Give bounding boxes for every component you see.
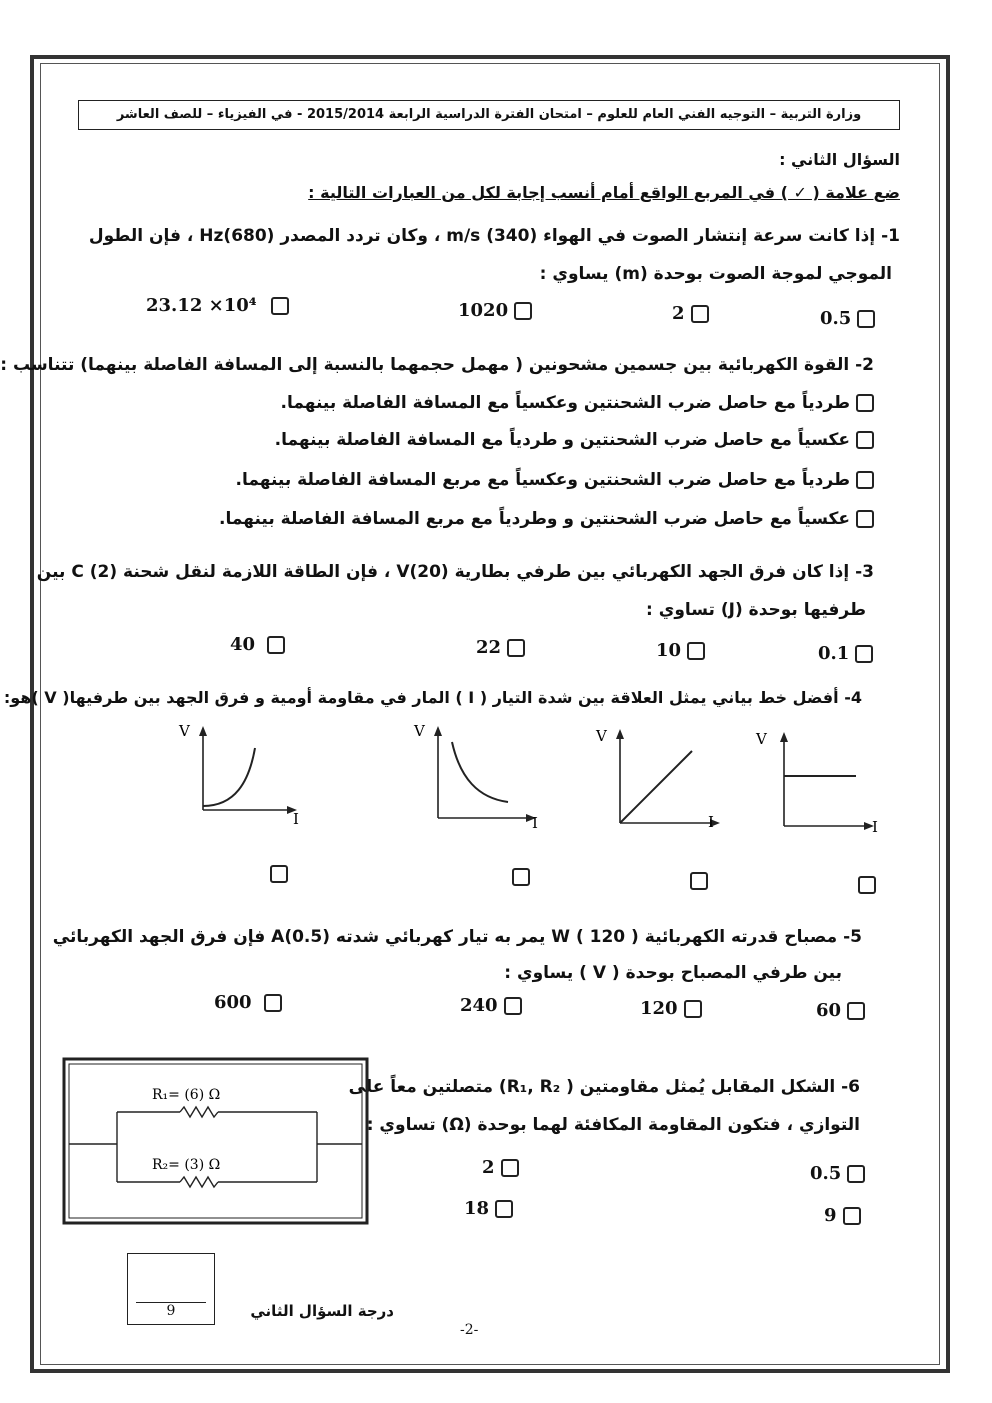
score-box — [127, 1253, 215, 1325]
checkbox-icon[interactable] — [855, 645, 873, 663]
q1-option-1[interactable]: 0.5 — [820, 308, 875, 329]
score-label: درجة السؤال الثاني — [250, 1302, 394, 1320]
q4-graph-c — [592, 725, 732, 839]
axis-i-label: I — [532, 814, 538, 832]
q4-option-a[interactable] — [852, 874, 876, 894]
q6-text-line1: 6- الشكل المقابل يُمثل مقاومتين ( R₁, R₂) متصلتين معاً على — [348, 1077, 860, 1097]
q2-option-1[interactable]: طردياً مع حاصل ضرب الشحنتين وعكسياً مع المسافة الفاصلة بينهما. — [281, 393, 874, 413]
parallel-circuit-diagram — [62, 1057, 372, 1231]
checkbox-icon[interactable] — [504, 997, 522, 1015]
q3-text-line2: طرفيها بوحدة (J) تساوي : — [646, 600, 866, 620]
q5-option-4[interactable]: 600 — [214, 992, 282, 1013]
q2-option-2[interactable]: عكسياً مع حاصل ضرب الشحنتين و طردياً مع المسافة الفاصلة بينهما. — [275, 430, 874, 450]
r1-label: R₁= (6) Ω — [152, 1087, 221, 1103]
q6-option-4[interactable]: 18 — [464, 1198, 513, 1219]
axis-v-label: V — [414, 722, 425, 740]
q4-graph-b — [408, 722, 548, 836]
axis-i-label: I — [872, 818, 878, 836]
checkbox-icon[interactable] — [843, 1207, 861, 1225]
r2-label: R₂= (3) Ω — [152, 1157, 221, 1173]
q1-option-3[interactable]: 1020 — [458, 300, 532, 321]
exam-header: وزارة التربية – التوجيه الفني العام للعلوم – امتحان الفترة الدراسية الرابعة 2015/2014 - في الفيزياء – للصف العاشر — [78, 100, 900, 130]
checkbox-icon[interactable] — [514, 302, 532, 320]
q2-option-3[interactable]: طردياً مع حاصل ضرب الشحنتين وعكسياً مع مربع المسافة الفاصلة بينهما. — [236, 470, 874, 490]
q3-option-4[interactable]: 40 — [230, 634, 285, 655]
checkbox-icon[interactable] — [267, 636, 285, 654]
checkbox-icon[interactable] — [687, 642, 705, 660]
checkbox-icon[interactable] — [856, 394, 874, 412]
q5-option-1[interactable]: 60 — [816, 1000, 865, 1021]
axis-v-label: V — [596, 727, 607, 745]
checkbox-icon[interactable] — [858, 876, 876, 894]
q2-option-4[interactable]: عكسياً مع حاصل ضرب الشحنتين و وطردياً مع مربع المسافة الفاصلة بينهما. — [219, 509, 874, 529]
q6-option-3[interactable]: 9 — [824, 1205, 861, 1226]
q3-option-1[interactable]: 0.1 — [818, 643, 873, 664]
instruction: ضع علامة ( ✓ ) في المربع الواقع أمام أنسب إجابة لكل من العبارات التالية : — [308, 183, 900, 202]
q4-option-d[interactable] — [264, 863, 288, 883]
axis-i-label: I — [708, 813, 714, 831]
q4-graph-d — [752, 728, 887, 842]
q2-text: 2- القوة الكهربائية بين جسمين مشحونين ( مهمل حجمهما بالنسبة إلى المسافة الفاصلة بينهما) تتناسب : — [0, 355, 874, 375]
q3-option-2[interactable]: 10 — [656, 640, 705, 661]
checkbox-icon[interactable] — [690, 872, 708, 890]
q3-option-3[interactable]: 22 — [476, 637, 525, 658]
checkbox-icon[interactable] — [847, 1165, 865, 1183]
checkbox-icon[interactable] — [857, 310, 875, 328]
checkbox-icon[interactable] — [856, 431, 874, 449]
q6-option-1[interactable]: 0.5 — [810, 1163, 865, 1184]
q5-text-line1: 5- مصباح قدرته الكهربائية W ( 120 ) يمر به تيار كهربائي شدته A(0.5) فإن فرق الجهد الكهربائي — [52, 927, 862, 947]
axis-v-label: V — [756, 730, 767, 748]
q1-text-line2: الموجي لموجة الصوت بوحدة (m) يساوي : — [539, 264, 892, 284]
checkbox-icon[interactable] — [856, 471, 874, 489]
q4-option-c[interactable] — [506, 866, 530, 886]
checkbox-icon[interactable] — [495, 1200, 513, 1218]
checkbox-icon[interactable] — [270, 865, 288, 883]
q1-text-line1: 1- إذا كانت سرعة إنتشار الصوت في الهواء m/s (340) ، وكان تردد المصدر Hz(680) ، فإن الطول — [88, 226, 900, 246]
q3-text-line1: 3- إذا كان فرق الجهد الكهربائي بين طرفي بطارية V(20) ، فإن الطاقة اللازمة لنقل شحنة C (2) بين — [36, 562, 874, 582]
checkbox-icon[interactable] — [684, 1000, 702, 1018]
page-number: -2- — [460, 1322, 479, 1338]
checkbox-icon[interactable] — [264, 994, 282, 1012]
q4-text: 4- أفضل خط بياني يمثل العلاقة بين شدة التيار ( I ) المار في مقاومة أومية و فرق الجهد بين طرفيها( V )هو: — [3, 688, 862, 707]
q6-option-2[interactable]: 2 — [482, 1157, 519, 1178]
checkbox-icon[interactable] — [856, 510, 874, 528]
q1-option-4[interactable]: 23.12 ×10⁴ — [146, 295, 289, 316]
checkbox-icon[interactable] — [847, 1002, 865, 1020]
q4-graph-a — [175, 722, 305, 836]
q5-text-line2: بين طرفي المصباح بوحدة ( V ) يساوي : — [504, 963, 842, 983]
checkbox-icon[interactable] — [271, 297, 289, 315]
score-value: 9 — [166, 1303, 176, 1319]
checkbox-icon[interactable] — [512, 868, 530, 886]
axis-v-label: V — [179, 722, 190, 740]
q5-option-2[interactable]: 120 — [640, 998, 702, 1019]
q6-text-line2: التوازي ، فتكون المقاومة المكافئة لهما بوحدة (Ω) تساوي : — [366, 1115, 860, 1135]
section-title: السؤال الثاني : — [779, 150, 900, 169]
q1-option-2[interactable]: 2 — [672, 303, 709, 324]
checkbox-icon[interactable] — [691, 305, 709, 323]
q4-option-b[interactable] — [684, 870, 708, 890]
axis-i-label: I — [293, 810, 299, 828]
q5-option-3[interactable]: 240 — [460, 995, 522, 1016]
checkbox-icon[interactable] — [501, 1159, 519, 1177]
checkbox-icon[interactable] — [507, 639, 525, 657]
